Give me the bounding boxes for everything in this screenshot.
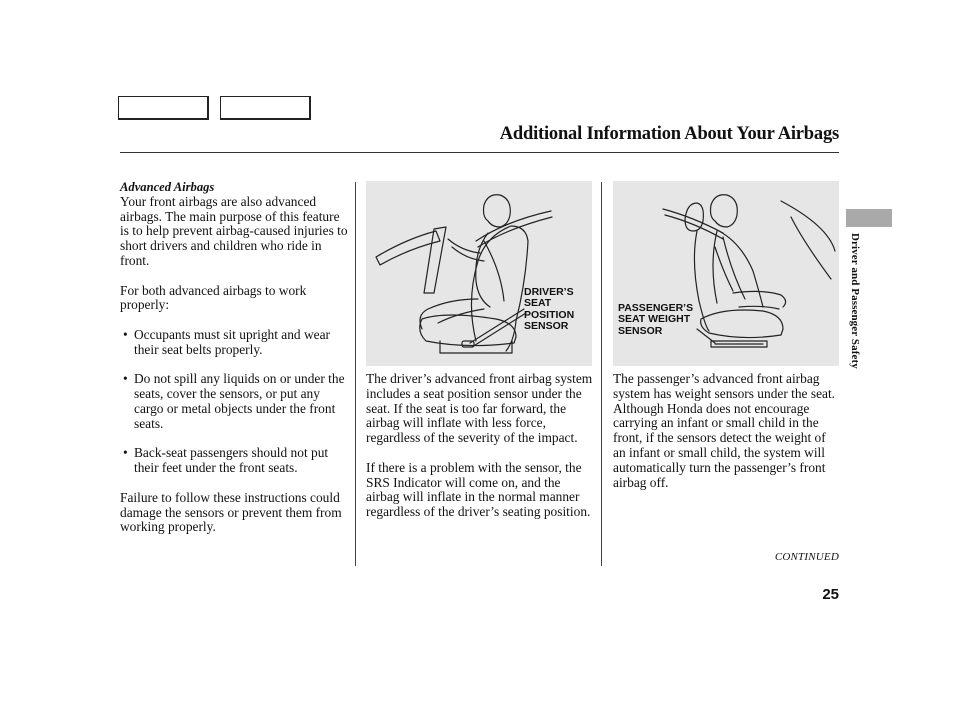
passenger-paragraph-1: The passenger’s advanced front airbag system has weight sensors under the seat. Although Honda does not encourage carrying an infant or small child in the front, if the sensors detect the weight of an infant or small child, the system will automatically turn the passenger’s front airbag off.: [613, 371, 836, 490]
passenger-seat-drawing: [613, 181, 839, 366]
column-passenger-sensor: [613, 372, 839, 505]
nav-button-previous[interactable]: [118, 96, 209, 120]
section-tab: [846, 209, 892, 227]
page-number: 25: [822, 586, 839, 603]
driver-paragraph-2: If there is a problem with the sensor, the SRS Indicator will come on, and the airbag will inflate in the normal manner regardless of the driver’s seating position.: [366, 459, 591, 520]
list-item: • Occupants must sit upright and wear their seat belts properly.: [120, 328, 350, 358]
list-item: • Back-seat passengers should not put their feet under the front seats.: [120, 446, 350, 476]
driver-paragraph-1: The driver’s advanced front airbag system includes a seat position sensor under the seat. If the seat is too far forward, the airbag will inflate with less force, regardless of the severity of the impact.: [366, 371, 593, 446]
driver-sensor-label: DRIVER’S SEAT POSITION SENSOR: [524, 286, 575, 333]
column-divider: [355, 182, 356, 566]
closing-paragraph: Failure to follow these instructions could damage the sensors or prevent them from working properly.: [120, 489, 342, 535]
column-advanced-airbags: [120, 180, 350, 550]
section-subhead: Advanced Airbags: [120, 180, 215, 194]
requirements-list: [120, 328, 350, 476]
column-divider: [601, 182, 602, 566]
column-driver-sensor: [366, 372, 594, 535]
continued-note: CONTINUED: [774, 551, 839, 563]
passenger-sensor-label: PASSENGER’S SEAT WEIGHT SENSOR: [618, 302, 694, 337]
lead-paragraph: For both advanced airbags to work properly:: [120, 282, 307, 313]
driver-seat-illustration: [366, 181, 592, 366]
title-divider: [120, 152, 839, 153]
driver-seat-drawing: [366, 181, 592, 366]
list-item: • Do not spill any liquids on or under the seats, cover the sensors, or put any cargo or metal objects under the front seats.: [120, 372, 350, 431]
page-title: Additional Information About Your Airbags: [499, 124, 839, 144]
nav-button-next[interactable]: [220, 96, 311, 120]
intro-paragraph: Your front airbags are also advanced airbags. The main purpose of this feature is to help prevent airbag-caused injuries to short drivers and children who ride in front.: [120, 193, 348, 268]
section-side-label: Driver and Passenger Safety: [849, 233, 861, 369]
passenger-seat-illustration: [613, 181, 839, 366]
